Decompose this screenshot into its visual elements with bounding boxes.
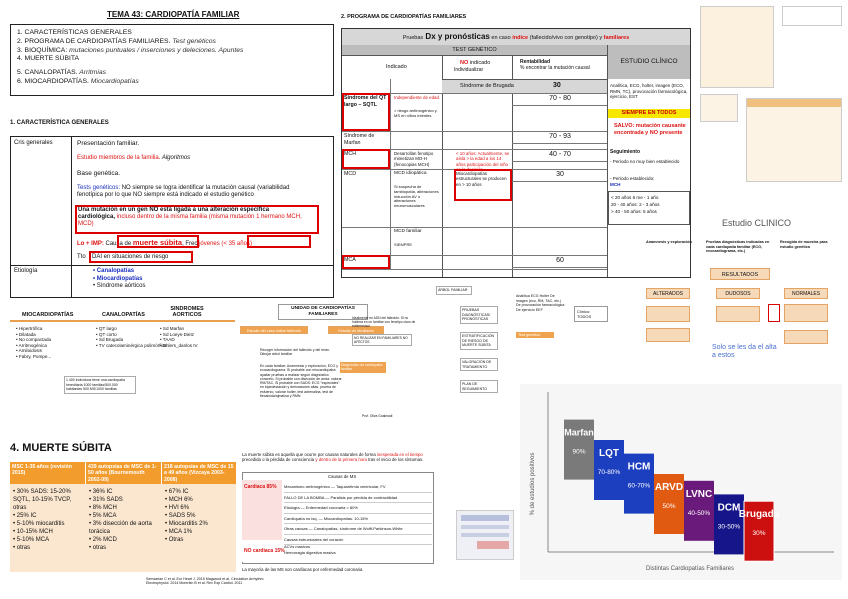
flow-plan: PLAN DE SEGUIMIENTO [460, 380, 498, 393]
causas-row: Mecanismo arritmogénico — Taquiarritmia ventricular, FV [284, 482, 432, 493]
canal-item: • QT corto [96, 331, 117, 337]
mio-col-1 [16, 326, 51, 359]
mio-note: 1.400 individuos tiene una cardiopatía hereditaria 1000 familias/500.000 habitantes 500 MS/1000 familias [64, 376, 136, 394]
mio-item: • Dilatada [16, 331, 36, 337]
unidad-right: Estudio de familiares [328, 326, 384, 334]
flow-test-gen: Test genético [516, 332, 554, 338]
toc-item-text: 2. PROGRAMA DE CARDIOPATÍAS FAMILIARES. [17, 37, 171, 45]
salvo-text: SALVO: mutación causante encontrada y NO presente [614, 123, 686, 136]
chart-ylabel: % de estudios positivos [530, 452, 536, 516]
canal-item: • QT largo [96, 326, 117, 331]
col-no-sub: Individualizar [454, 67, 484, 73]
muerte-item: • Miocarditis 2% [165, 521, 208, 527]
muerte-col-1 [13, 488, 85, 552]
muerte-item: • MCA 1% [165, 529, 193, 535]
muerte-head-1: MSC 1-35 años (revisión 2015) [10, 462, 85, 484]
unidad-p2: En cada familiar: Anamnesis y exploración, ECG y ecocardiograma. Si probable con miocardiopatía: ajustar pruebas a realizar según diagnóstico concreto. Si probable con disección de aorta: valorar RM/TAC. Si probable con SADS: ECG "especiales" en bipedestación y derivaciones altas, prueba de esfuerzo, valorar holter, test adrenalina, test de flecainida/ajmalina y RMN [260, 364, 342, 399]
ec-solo: Solo se les da el alta a estos [712, 344, 777, 359]
muerte-head-3: 218 autopsias de MSC de 15 a 49 años (Vizcaya 2003-2008) [162, 462, 236, 484]
unidad-left: Estudio del caso índice fallecido [240, 326, 308, 334]
thumb-algorithm-4 [746, 98, 842, 182]
ec-normales: NORMALES [784, 288, 828, 299]
flow-pruebas: PRUEBAS DIAGNÓSTICAS/ PRONÓSTICAS [460, 306, 498, 324]
siempre-badge: SIEMPRE EN TODOS [608, 109, 690, 118]
section1-table [10, 136, 334, 298]
muerte-heading: 4. MUERTE SÚBITA [10, 442, 112, 454]
seguimiento-label: Seguimiento [610, 149, 641, 155]
aortic-item: • Sd Marfan [160, 326, 185, 331]
bar-value-label: 30-50% [717, 523, 741, 531]
flow-diagram [434, 282, 614, 396]
muerte-item: • 30% SADS: 15-20% SQTL, 10-15% TVCP, otras [13, 489, 72, 511]
program-row-value: 70 - 93 [549, 133, 571, 140]
mio-head-2: CANALOPATÍAS [102, 312, 145, 318]
muerte-item: • 8% MCH [89, 505, 117, 511]
program-row-indicado: Desarrollan fenotipo mimetizan MO-H (fenocopias MCH) [394, 151, 434, 167]
presentacion-text: Presentación familiar. [77, 140, 140, 147]
col-indicado: Indicado [386, 64, 407, 70]
cardiopathy-bar-chart [520, 384, 842, 580]
muerte-col-2 [89, 488, 161, 552]
program-row-indicado-sub: Si sospecha de tambiopatía, alteraciones inducción AV o alteraciones neuromusculares [394, 184, 439, 209]
causas-title: Causas de MS [328, 474, 357, 479]
toc-item-extra: Arritmias [77, 69, 107, 77]
program-row-line [342, 131, 607, 132]
program-row-value-line [512, 143, 607, 144]
unidad-title: UNIDAD DE CARDIOPATÍAS FAMILIARES [278, 304, 368, 320]
mio-item: • Hipertrófica [16, 326, 43, 331]
program-row-no-indicado: < 10 años: Actualmente, se aísla > la edad a los 14 años participación del niño [456, 151, 510, 167]
causas-rows [284, 482, 432, 545]
muerte-item: • 25% IC [13, 513, 37, 519]
muerte-item: • Otras [165, 537, 184, 543]
unidad-ref: Prof. Oliva Guaimadi [362, 414, 393, 418]
flow-clinico: Clínico: TODOS [574, 306, 608, 322]
etiologia-item: • Canalopatías [93, 268, 135, 274]
muerte-item: • SADS 5% [165, 513, 196, 519]
etiologia-item: • Síndrome aórticos [93, 283, 146, 289]
bar-value-label: 40-50% [687, 509, 711, 517]
toc-item [17, 29, 327, 38]
program-row-value: 60 [556, 257, 564, 264]
muerte-item: • 67% IC [165, 489, 189, 495]
clinico-text: Analítica, ECG, holter, imagen (ECO, RMN, TC), provocación farmacológica, ejercicio, EST [610, 83, 688, 99]
program-row-name: MCH [344, 151, 357, 157]
muerte-refs: Semsarian C et al. Eur Heart J. 2015 Magwood et al. Circulation Arrhythm Electrophysiol. 2014 Morentin B et al. Rev Esp Cardiol. 2011 [146, 577, 264, 586]
causas-row: Etiología — Enfermedad coronaria > 80% [284, 503, 432, 514]
brugada-value: 30 [553, 82, 561, 89]
causas-row: Otras causas — Canalopatías, síndrome de Wolff-Parkinson-White [284, 524, 432, 535]
tests-text: Tests genéticos: NO siempre se logra identificar la mutación causal (variabilidad [77, 185, 290, 191]
muerte-table [10, 462, 236, 574]
ec-dudosos: DUDOSOS [716, 288, 760, 299]
mutacion-line2: cardiológica, incluso dentro de la misma familia (misma mutación 1 hermano MCH, [78, 214, 302, 220]
muerte-item: • HVI 6% [165, 505, 190, 511]
mio-item: • Arritmogénica [16, 342, 47, 348]
program-heading: 2. PROGRAMA DE CARDIOPATÍAS FAMILIARES [341, 14, 467, 20]
toc-item-text: 4. MUERTE SÚBITA [17, 55, 80, 63]
toc-item [17, 55, 327, 64]
muerte-item: • 5-10% MCA [13, 537, 50, 543]
toc-item-extra: mutaciones puntuales / inserciones y deleciones. Apuntes [67, 46, 244, 54]
mio-col-2 [96, 326, 166, 348]
program-row-redbox [342, 149, 390, 169]
muerte-item: • otras [13, 545, 31, 551]
mio-head-3: SINDROMES AORTICOS [170, 306, 204, 318]
unidad-side-note: Idealmente en ADN del fallecido. Si no hubiera en un familiar con fenotipo claro de enfermedad [352, 316, 416, 328]
ec-recogida: Recogida de muestra para estudio genético [780, 240, 828, 249]
etiologia-item: • Miocardiopatías [93, 275, 143, 282]
program-row-name: Síndrome de Marfan [344, 133, 375, 146]
thumb-algorithm-1 [700, 6, 774, 88]
bar-value-label: 30% [752, 530, 766, 538]
tests-text2: fenotípica por lo que NO siempre está indicado el estudio genético [77, 192, 254, 198]
program-banner: Pruebas Dx y pronósticas en caso índice (fallecido/vivo con genotipo) y familiares [342, 29, 690, 45]
toc-item-text: 3. BIOQUÍMICA: [17, 46, 68, 54]
muerte-head-2: 439 autopsias de MSC de 1-50 años (Bournemouth 2002-09) [86, 462, 161, 484]
causas-footer: La mayoría de las MS son cardíacas por enfermedad coronaria [242, 567, 363, 572]
bar-category-label: Marfan [564, 427, 594, 438]
program-row-name: Síndrome del QT largo – SQTL [344, 95, 387, 108]
program-row-indicado-sub: > riesgo arritmogénico y MS en niños intentes [394, 108, 437, 118]
muerte-item: • 5-10% miocarditis [13, 521, 65, 527]
toc-item-text: 5. CANALOPATÍAS. [17, 69, 78, 77]
toc-item-extra: Test genéticos [170, 37, 216, 45]
imp-box-left [117, 235, 199, 248]
program-row-value-line [512, 181, 607, 182]
causas-row: FALLO DE LA BOMBA — Parálisis por pérdida de contractilidad [284, 493, 432, 504]
mio-col-3 [160, 326, 198, 348]
program-row-indicado: Independiente de edad [394, 95, 439, 100]
tto-text: DAI en situaciones de riesgo [92, 254, 169, 260]
no-card-row: ACVs masivos [284, 544, 311, 549]
program-row-value-line [512, 267, 607, 268]
causas-row: Causas estructurales del corazón [284, 535, 432, 546]
page-title: TEMA 43: CARDIOPATÍA FAMILIAR [107, 10, 240, 19]
muerte-item: • 3% disección de aorta torácica [89, 521, 152, 535]
toc-item-extra: Miocardiopatías [88, 77, 139, 85]
program-left-divider [390, 79, 391, 269]
program-row-no-indicado: Miocardiopatías estructurales se producen en > 10 años [456, 171, 507, 187]
estudio-text: Estudio miembros de la familia. Algoritmos [77, 155, 191, 161]
seg-age-item: 20 - 40 años: 2 - 3 años [611, 202, 660, 207]
etiologia-label: Etiología [14, 268, 38, 274]
muerte-item: • 5% MCA [89, 513, 117, 519]
program-row-indicado-sub: SIEMPRE [394, 242, 413, 247]
muerte-item: • 31% SADS [89, 497, 123, 503]
mio-item: • No compactada [16, 337, 52, 342]
program-row-redbox [342, 255, 390, 269]
muerte-col-3 [165, 488, 235, 544]
ec-pruebas: Pruebas diagnósticas indicadas en cada cardiopatía familiar (ECG, ecocardiograma, etc.) [706, 240, 770, 254]
miocard-table [10, 306, 235, 402]
no-card-rows [284, 544, 432, 556]
test-genetico-header: TEST GENÉTICO [342, 45, 607, 55]
bar-category-label: DCM [717, 502, 741, 514]
causas-section [242, 452, 438, 576]
chart-xlabel: Distintas Cardiopatías Familiares [645, 566, 735, 572]
causas-row: Cardiopatía no isq. — Miocardiopatías: 10-15% [284, 514, 432, 525]
etiologia-list [93, 268, 145, 291]
causas-intro: La muerte súbita es aquella que ocurre por causas naturales de forma inesperada en el tiempo precedida o la pérdida de consciencia y dentro de la primera hora tras el inicio de los síntomas. [242, 452, 424, 463]
program-row-bottom [342, 269, 607, 270]
unidad-diagram [238, 302, 420, 448]
program-row-name: MCD [344, 171, 357, 177]
program-row-value: 70 - 80 [549, 95, 571, 102]
brugada-label: Síndrome de Brugada [460, 83, 514, 89]
unidad-no-realizar: NO REALIZAR EN FAMILIARES NO AFECTOS [352, 334, 412, 346]
col-no-indicado: NO indicado [460, 60, 491, 66]
bar-category-label: ARVD [654, 482, 684, 493]
bar-value-label: 60-70% [627, 482, 651, 490]
muerte-item: • otras [89, 545, 107, 551]
program-row-line [342, 227, 607, 228]
section1-heading: 1. CARACTERÍSTICA GENERALES [10, 120, 109, 126]
canal-item: • TV catecolaminérgica polimórfica [96, 342, 167, 348]
row-label-cris: Cris generales [14, 140, 53, 146]
program-row-value-line [512, 161, 607, 162]
program-table [341, 28, 691, 278]
unidad-diag: Diagnóstico de cardiopatía familiar [340, 362, 386, 373]
scanned-notes-image [456, 510, 514, 560]
bar-value-label: 70-80% [597, 469, 621, 476]
thumb-algorithm-3 [700, 94, 738, 122]
bar-category-label: LQT [599, 448, 619, 459]
program-row-value: 40 - 70 [549, 151, 571, 158]
toc-list [11, 25, 333, 91]
toc-item [17, 69, 327, 78]
mio-head-1: MIOCARDIOPATÍAS [22, 312, 74, 318]
bar-value-label: 90% [572, 448, 586, 456]
estudio-clinico-header: ESTUDIO CLÍNICO [608, 45, 690, 79]
program-row-indicado: MCD familiar [394, 229, 422, 234]
muerte-item: • 36% IC [89, 489, 113, 495]
program-row-value: 30 [556, 171, 564, 178]
no-card-row: Hemorragia digestiva masiva [284, 550, 336, 555]
bar-category-label: LVNC [685, 488, 713, 500]
canal-item: • Sd Brugada [96, 337, 124, 342]
mutacion-line1: Una mutación en un gen NO está ligada a una alteración específica [78, 207, 270, 213]
aortic-item: • TAAD [160, 337, 175, 342]
program-row-value-line [512, 105, 607, 106]
toc-item [17, 78, 327, 87]
estudio-clinico-diagram [640, 212, 846, 374]
program-row-name: MCA [344, 257, 356, 263]
bar-value-label: 50% [662, 503, 676, 510]
flow-arbol: ÁRBOL FAMILIAR [436, 286, 472, 295]
imp-line: Lo + IMP: Causa de muerte súbita, Frec jóvenes (< 35 años) [77, 238, 252, 247]
tto-label: Tto [77, 254, 86, 260]
col-rent: Rentabilidad % encontrar la mutación causal [520, 59, 590, 71]
program-row-redbox [342, 93, 390, 131]
seg-age-item: < 20 años 6 me - 1 año [611, 195, 659, 200]
flow-estratif: ESTRATIFICACIÓN DE RIESGO DE MUERTE SÚBITA [460, 332, 498, 350]
causas-cardiaca: Cardiaca 85% [244, 484, 277, 490]
toc-item-text: 1. CARACTERÍSTICAS GENERALES [17, 29, 132, 36]
seg-age-item: > 40 - 50 años: 5 años [611, 209, 657, 214]
thumb-algorithm-2 [782, 6, 842, 26]
seg1-text: - Periodo no muy bien establecido [610, 159, 680, 164]
ec-resultados: RESULTADOS [710, 268, 770, 280]
toc-item [17, 38, 327, 47]
base-text: Base genética. [77, 170, 121, 177]
toc-box [10, 24, 334, 96]
ec-anamnesis: Anamnesis y exploración [646, 240, 692, 244]
causas-no-cardiaca: NO cardiaca 15% [244, 548, 285, 554]
aortic-item: • Sd Loeys-Dietz [160, 331, 195, 337]
unidad-p1: Recoger información del fallecido y del resto. Dibujar árbol familiar [260, 348, 330, 357]
bar-category-label: Brugada [738, 509, 780, 521]
bar-category-label: HCM [627, 461, 651, 473]
toc-item-text: 6. MIOCARDIOPATÍAS. [17, 77, 89, 85]
mutacion-line3: MCD) [78, 221, 94, 227]
imp-box-right [247, 235, 311, 248]
ec-alterados: ALTERADOS [646, 288, 690, 299]
ec-title: Estudio CLINICO [722, 218, 792, 228]
muerte-item: • 2% MCD [89, 537, 117, 543]
mio-item: • Fabry, Pompe... [16, 353, 52, 359]
muerte-item: • MCH 6% [165, 497, 193, 503]
flow-valoracion: VALORACIÓN DE TRATAMIENTO [460, 358, 498, 371]
flow-analitica: Analítica ECG Holter De imagen (eco, RM, TAC, etc.) De provocación farmacológica De ejercicio EEF [516, 294, 565, 312]
muerte-item: • 10-15% MCH [13, 529, 53, 535]
seg2-text: - Periodo establecido: MCH [610, 176, 655, 187]
aortic-item: • Ehlers_danlos IV [160, 342, 198, 348]
program-row-indicado: MCD idiopática [394, 171, 427, 176]
program-row-no-redbox [454, 169, 512, 201]
mio-item: • Amiloidosis [16, 348, 42, 353]
